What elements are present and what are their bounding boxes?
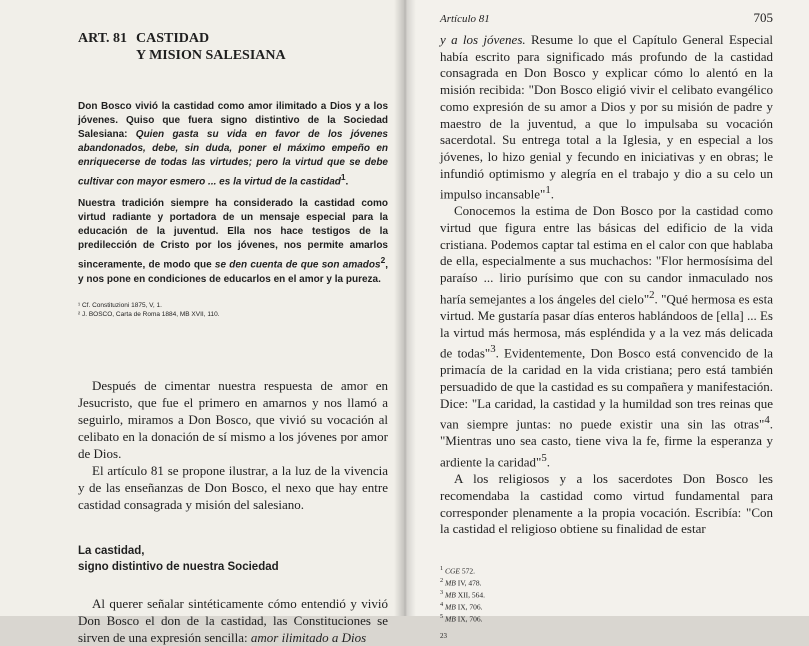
paragraph: Al querer señalar sintéticamente cómo entendió y vivió Don Bosco el don de la castidad, las Constituciones se sirven de una expresión sencilla: amor ilimitado a Dios bbox=[78, 595, 388, 645]
commentary-text-right bbox=[440, 32, 773, 538]
right-footnotes bbox=[440, 564, 773, 642]
constitution-quote: Quien gasta su vida en favor de los jóvenes abandonados, debe, sin duda, poner el máximo empeño en enriquecerse de todas las virtudes; pero la virtud que se debe cultivar con mayor esmero ... es la virtud de la castidad bbox=[78, 129, 388, 188]
footnote-ref: 5 bbox=[541, 452, 547, 465]
article-number: ART. 81 bbox=[78, 31, 128, 46]
printer-signature: 23 bbox=[440, 632, 447, 641]
section-heading: La castidad, signo distintivo de nuestra Sociedad bbox=[78, 544, 279, 573]
running-head-title: Artículo 81 bbox=[440, 13, 490, 25]
footnote-ref: 4 bbox=[764, 414, 770, 427]
footnote-ref: 2 bbox=[649, 288, 655, 301]
footnote: $^3$ MB XII, 564. bbox=[440, 589, 486, 600]
footnote: ² J. BOSCO, Carta de Roma 1884, MB XVII, 110. bbox=[78, 310, 220, 318]
article-title-line-1: CASTIDAD bbox=[136, 31, 210, 46]
footnote: $^4$ MB IX, 706. bbox=[440, 601, 483, 612]
footnote: ¹ Cf. Constituzioni 1875, V, 1. bbox=[78, 301, 162, 309]
right-page bbox=[404, 0, 809, 641]
paragraph: A los religiosos y a los sacerdotes Don Bosco les recomendaba la castidad como virtud fundamental para corresponder plenamente a la propia vocación. Escribía: "Con la castidad el religioso obtiene su finalidad de estar bbox=[440, 471, 773, 537]
footnote: $^2$ MB IV, 478. bbox=[440, 577, 482, 588]
article-title-line-2: Y MISION SALESIANA bbox=[136, 48, 286, 63]
page-number: 705 bbox=[753, 10, 773, 25]
article-heading bbox=[78, 30, 388, 64]
constitution-paragraph-2: Nuestra tradición siempre ha considerado la castidad como virtud radiante y portadora de un mensaje especial para la educación de la juventud. Ella nos hace testigos de la predilección de Cristo por los jóvenes, nos permite amarlos sinceramente, de modo que se den cuenta de que son amados$^2$, y nos pone en condiciones de educarlos en el amor y la pureza. bbox=[78, 198, 388, 285]
footnote: $^1$ CGE 572. bbox=[440, 565, 475, 576]
commentary-text bbox=[78, 377, 388, 513]
constitution-paragraph-1: Don Bosco vivió la castidad como amor ilimitado a Dios y a los jóvenes. Quiso que fuera signo distintivo de la Sociedad Salesiana: Quien gasta su vida en favor de los jóvenes abandonados, debe, sin duda, poner el máximo empeño en enriquecerse de todas las virtudes; pero la virtud que se debe cultivar con mayor esmero ... es la virtud de la castidad$^1$. bbox=[78, 101, 388, 188]
paragraph: El artículo 81 se propone ilustrar, a la luz de la vivencia y de las enseñanzas de Don Bosco, el nexo que hay entre castidad consagrada y misión del salesiano. bbox=[78, 462, 388, 512]
paragraph: Después de cimentar nuestra respuesta de amor en Jesucristo, que fue el primero en amarnos y nos llamó a seguirlo, miramos a Don Bosco, que vivió su vocación al celibato en la donación de sí mismo a los jóvenes por amor de Dios. bbox=[78, 377, 388, 461]
running-header bbox=[440, 10, 773, 32]
paragraph: y a los jóvenes. Resume lo que el Capítulo General Especial había escrito para significado más profundo de la castidad consagrada en Don Bosco y explicar cómo lo alentó en la misión recibida: "Don Bosco eligió vivir el celibato evangélico como expresión de su amor a Dios y por su misión de padre y maestro de la juventud, a que lo impulsaba su vocación sacerdotal. Su entrega total a la Iglesia, y en especial a los jóvenes, lo hizo genial y fecundo en iniciativas y en obras; le infundió optimismo y alegría en el trabajo y dio a su celo un impulso incansable"$^1$. bbox=[440, 32, 773, 202]
constitution-quote: se den cuenta de que son amados bbox=[214, 259, 381, 271]
left-page bbox=[0, 0, 404, 645]
book-gutter-shadow bbox=[394, 0, 416, 616]
footnote-ref: 1 bbox=[545, 184, 551, 197]
footnote-ref: 3 bbox=[490, 343, 496, 356]
paragraph: Conocemos la estima de Don Bosco por la castidad como virtud que figura entre las básicas del edificio de la vida cristiana. Podemos captar tal estima en el calor con que hablaba de ella, especialmente a sus muchachos: "Flor hermosísima del paraíso ... lirio purísimo que con su candor inmaculado nos haría semejantes a los ángeles del cielo"$^2$. "Qué hermosa es esta virtud. Me gustaría pasar días enteros hablándoos de [ella] ... Es la virtud más hermosa, más espléndida y a la vez más delicada de todas"$^3$. Evidentemente, Don Bosco está convencido de la primacía de la caridad en la vida cristiana; pero está también persuadido de que la castidad es su compañera y manifestación. Dice: "La caridad, la castidad y la humildad son tres reinas que van siempre juntas: no puede existir una sin las otras"$^4$. "Mientras uno sea casto, tiene viva la fe, firme la esperanza y ardiente la caridad"$^5$. bbox=[440, 203, 773, 470]
footnote-ref: 2 bbox=[380, 255, 386, 266]
footnote: $^5$ MB IX, 706. bbox=[440, 613, 483, 624]
constitution-text bbox=[78, 100, 388, 287]
left-footnotes bbox=[78, 301, 388, 319]
footnote-ref: 1 bbox=[340, 172, 346, 182]
commentary-text-2 bbox=[78, 595, 388, 646]
